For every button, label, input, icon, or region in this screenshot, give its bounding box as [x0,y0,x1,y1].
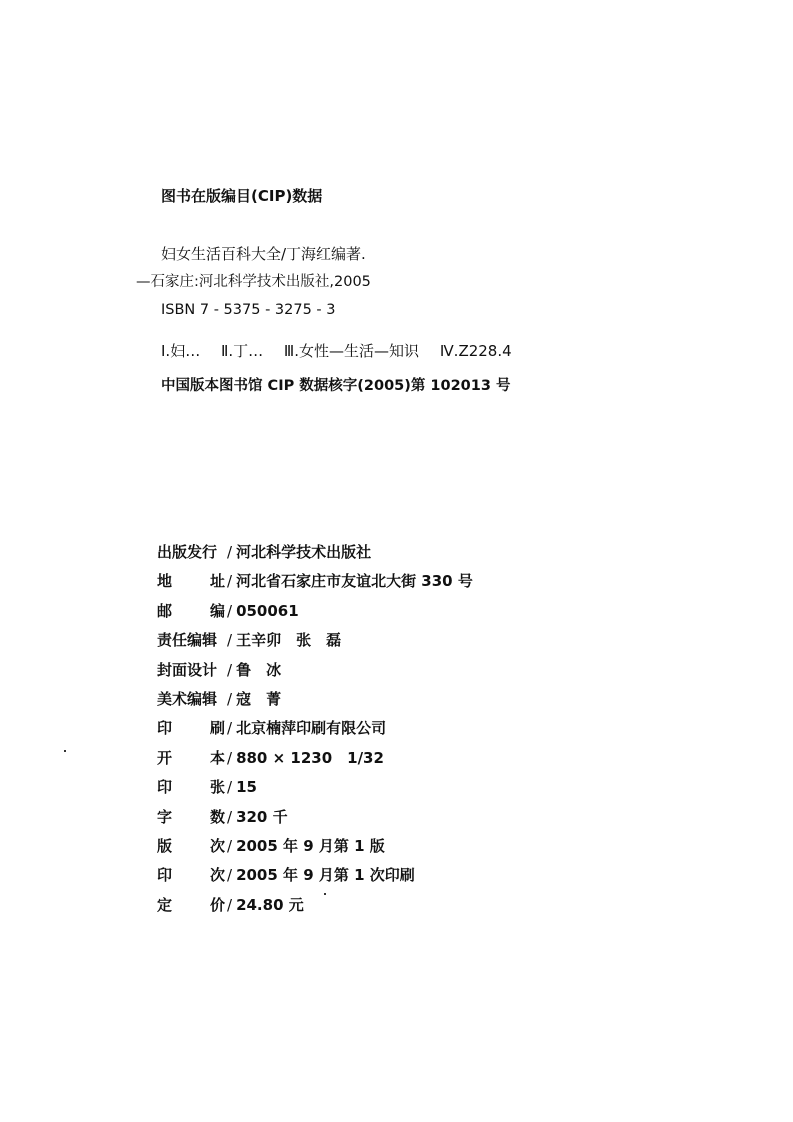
colophon-row-word-count: 字 数 / 320 千 [157,807,288,826]
colophon-value: 24.80 元 [236,895,304,914]
colophon-value: 河北省石家庄市友谊北大街 330 号 [236,572,473,591]
colophon-value: 320 千 [236,807,288,826]
cip-library-note: 中国版本图书馆 CIP 数据核字(2005)第 102013 号 [161,378,511,394]
colophon-row-sheets: 印 张 / 15 [157,778,257,797]
colophon-value: 北京楠萍印刷有限公司 [236,719,387,738]
cip-isbn: ISBN 7 - 5375 - 3275 - 3 [161,302,336,318]
colophon-value: 050061 [236,601,299,620]
colophon-row-printing: 印 次 / 2005 年 9 月第 1 次印刷 [157,866,415,885]
scan-speck [64,750,66,752]
scan-speck [324,893,326,895]
cip-subject-1: Ⅰ.妇… [161,342,201,360]
colophon-label: 开 本 [157,748,225,767]
colophon-row-postcode: 邮 编 / 050061 [157,601,299,620]
colophon-row-format: 开 本 / 880 × 1230 1/32 [157,748,384,767]
colophon-value: 鲁 冰 [236,660,282,679]
colophon-row-cover-design: 封面设计 / 鲁 冰 [157,660,282,679]
colophon-value: 2005 年 9 月第 1 版 [236,836,385,855]
colophon-value: 15 [236,778,257,797]
colophon-label: 定 价 [157,895,225,914]
cip-subject-4: Ⅳ.Z228.4 [439,342,512,360]
colophon-value: 王辛卯 张 磊 [236,631,342,650]
colophon-label: 印 刷 [157,719,225,738]
colophon-label: 印 次 [157,866,225,885]
cip-title: 图书在版编目(CIP)数据 [161,187,323,205]
colophon-row-edition: 版 次 / 2005 年 9 月第 1 版 [157,836,385,855]
colophon-label: 出版发行 [157,543,218,561]
cip-subject-3: Ⅲ.女性—生活—知识 [283,342,420,360]
colophon-label: 责任编辑 [157,631,218,650]
colophon-label: 地 址 [157,572,225,591]
colophon-row-printer: 印 刷 / 北京楠萍印刷有限公司 [157,719,387,738]
colophon-label: 字 数 [157,807,225,826]
colophon-row-publisher: 出版发行 / 河北科学技术出版社 [157,543,372,561]
colophon-label: 邮 编 [157,601,225,620]
colophon-value: 2005 年 9 月第 1 次印刷 [236,866,415,885]
colophon-label: 印 张 [157,778,225,797]
colophon-row-address: 地 址 / 河北省石家庄市友谊北大街 330 号 [157,572,473,591]
colophon-label: 美术编辑 [157,689,218,708]
cip-subjects [161,341,528,361]
colophon-row-editor: 责任编辑 / 王辛卯 张 磊 [157,631,342,650]
colophon-label: 版 次 [157,836,225,855]
colophon-value: 880 × 1230 1/32 [236,748,384,767]
colophon-value: 河北科学技术出版社 [236,543,372,561]
colophon-row-price: 定 价 / 24.80 元 [157,895,304,914]
colophon-row-art-editor: 美术编辑 / 寇 菁 [157,689,282,708]
colophon-label: 封面设计 [157,660,218,679]
colophon [157,541,473,923]
colophon-value: 寇 菁 [236,689,282,708]
cip-publisher-line: —石家庄:河北科学技术出版社,2005 [136,274,371,290]
cip-subject-2: Ⅱ.丁… [220,342,264,360]
cip-book-line: 妇女生活百科大全/丁海红编著. [161,245,366,263]
